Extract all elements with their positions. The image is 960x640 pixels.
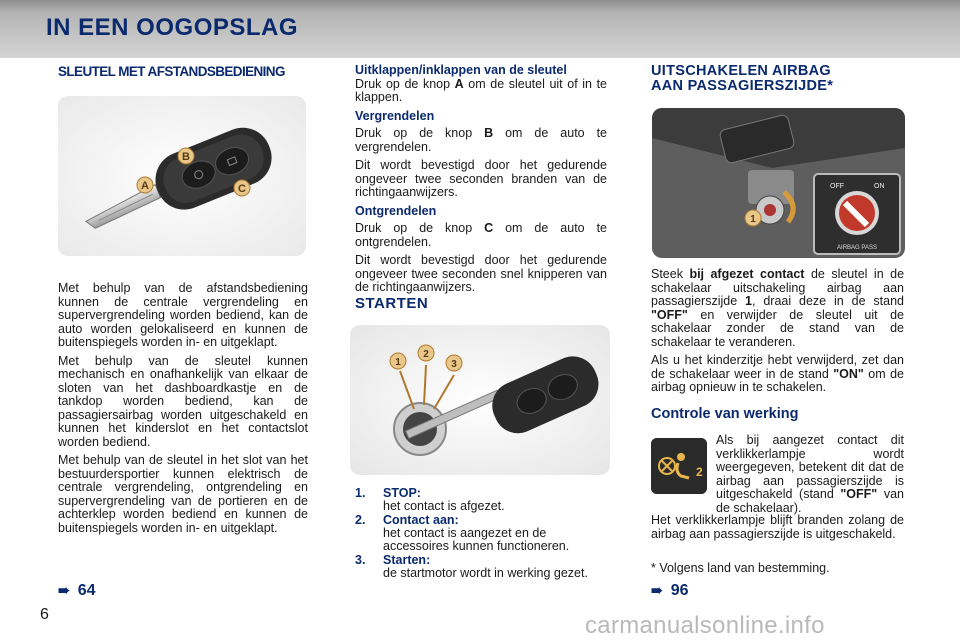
reference-page-number: 64 [77,582,96,599]
svg-text:OFF: OFF [830,183,844,190]
section-heading-start: STARTEN [355,295,429,312]
left-column-text [58,282,308,540]
page-number: 6 [40,606,49,623]
subheading-lock: Vergrendelen [355,108,435,123]
paragraph: Met behulp van de sleutel in het slot van het bestuurdersportier kunnen elektrisch de centrale vergrendeling, ontgrendeling en supervergrendeling van de portieren en de achterklep worden bediend en kunnen de buitenspiegels worden in- en uitgeklapt. [58,453,308,535]
list-item: 1. STOP: het contact is afgezet. [355,486,505,513]
reference-arrow-icon: ➠ [58,582,70,598]
start-label-3: 3 [451,359,457,370]
airbag-off-warning-icon [651,438,707,494]
switch-label-1: 1 [750,214,756,225]
svg-text:ON: ON [874,183,885,190]
middle-column-text: Uitklappen/inklappen van de sleutel Druk op de knop A om de sleutel uit of in te klappen. Vergrendelen Druk op de knop B om de auto te vergrendelen. Dit wordt bevestigd door het gedurende ongeveer twee seconden branden van de richtingaanwijzers. Ontgrendelen Druk op de knop C om de auto te ontgrendelen. Dit wordt bevestigd door het gedurende ongeveer twee seconden snel knipperen van de richtingaanwijzers. [355,63,608,294]
start-label-1: 1 [395,357,401,368]
page-header-band [0,0,960,58]
page-title: IN EEN OOGOPSLAG [46,14,299,41]
start-steps-list [355,487,610,581]
paragraph: Dit wordt bevestigd door het gedurende ongeveer twee seconden branden van de richtingaanwijzers. [355,158,607,199]
subheading-unlock: Ontgrendelen [355,203,437,218]
page-reference-96[interactable] [651,582,689,600]
watermark: carmanualsonline.info [585,612,825,639]
paragraph: Dit wordt bevestigd door het gedurende ongeveer twee seconden snel knipperen van de richtingaanwijzers. [355,253,607,294]
list-item: 2. Contact aan: het contact is aangezet en de accessoires kunnen functioneren. [355,513,570,553]
list-item: 3. Starten: de startmotor wordt in werking gezet. [355,553,588,580]
remote-key-photo [58,96,306,256]
subheading-unfold: Uitklappen/inklappen van de sleutel [355,63,567,77]
svg-text:2: 2 [696,465,703,479]
svg-text:AIRBAG PASS: AIRBAG PASS [837,245,877,251]
control-text-continued [651,514,904,546]
footnote: * Volgens land van bestemming. [651,561,830,575]
reference-arrow-icon: ➠ [651,582,663,598]
section-heading-airbag: UITSCHAKELEN AIRBAG AAN PASSAGIERSZIJDE* [651,63,834,94]
paragraph: Het verklikkerlampje blijft branden zolang de airbag aan passagierszijde is uitgeschakeld. [651,513,904,541]
key-label-c: C [238,183,246,195]
subheading-control: Controle van werking [651,406,799,422]
key-label-a: A [141,180,149,192]
paragraph: Met behulp van de sleutel kunnen mechanisch en onafhankelijk van elkaar de sloten van het dashboardkastje en de tankdop worden bediend, kan de passagiersairbag worden uitgeschakeld en kunnen het kinderslot en het contactslot worden bediend. [58,353,308,449]
ignition-key-photo [350,325,610,475]
section-heading-remote-key: SLEUTEL MET AFSTANDSBEDIENING [58,64,285,79]
start-label-2: 2 [423,349,429,360]
page-reference-64[interactable] [58,582,96,600]
key-label-b: B [182,151,190,163]
airbag-switch-photo [652,108,905,258]
paragraph: Met behulp van de afstandsbediening kunnen de centrale vergrendeling en supervergrendeling worden bediend, kan de auto worden gelokaliseerd en kunnen de buitenspiegels worden in- en uitgeklapt. [58,281,308,349]
right-column-text: Steek bij afgezet contact de sleutel in de schakelaar uitschakeling airbag aan passagierszijde 1, draai deze in de stand "OFF" en verwijder de sleutel uit de schakelaar zonder de stand van de schakelaar te veranderen. Als u het kinderzitje hebt verwijderd, zet dan de schakelaar weer in de stand "ON" om de airbag opnieuw in te schakelen. [651,267,905,394]
reference-page-number: 96 [670,582,689,599]
control-text: Als bij aangezet contact dit verklikkerlampje wordt weergegeven, betekent dit dat de airbag aan passagierszijde is uitgeschakeld (stand "OFF" van de schakelaar). [716,433,904,515]
